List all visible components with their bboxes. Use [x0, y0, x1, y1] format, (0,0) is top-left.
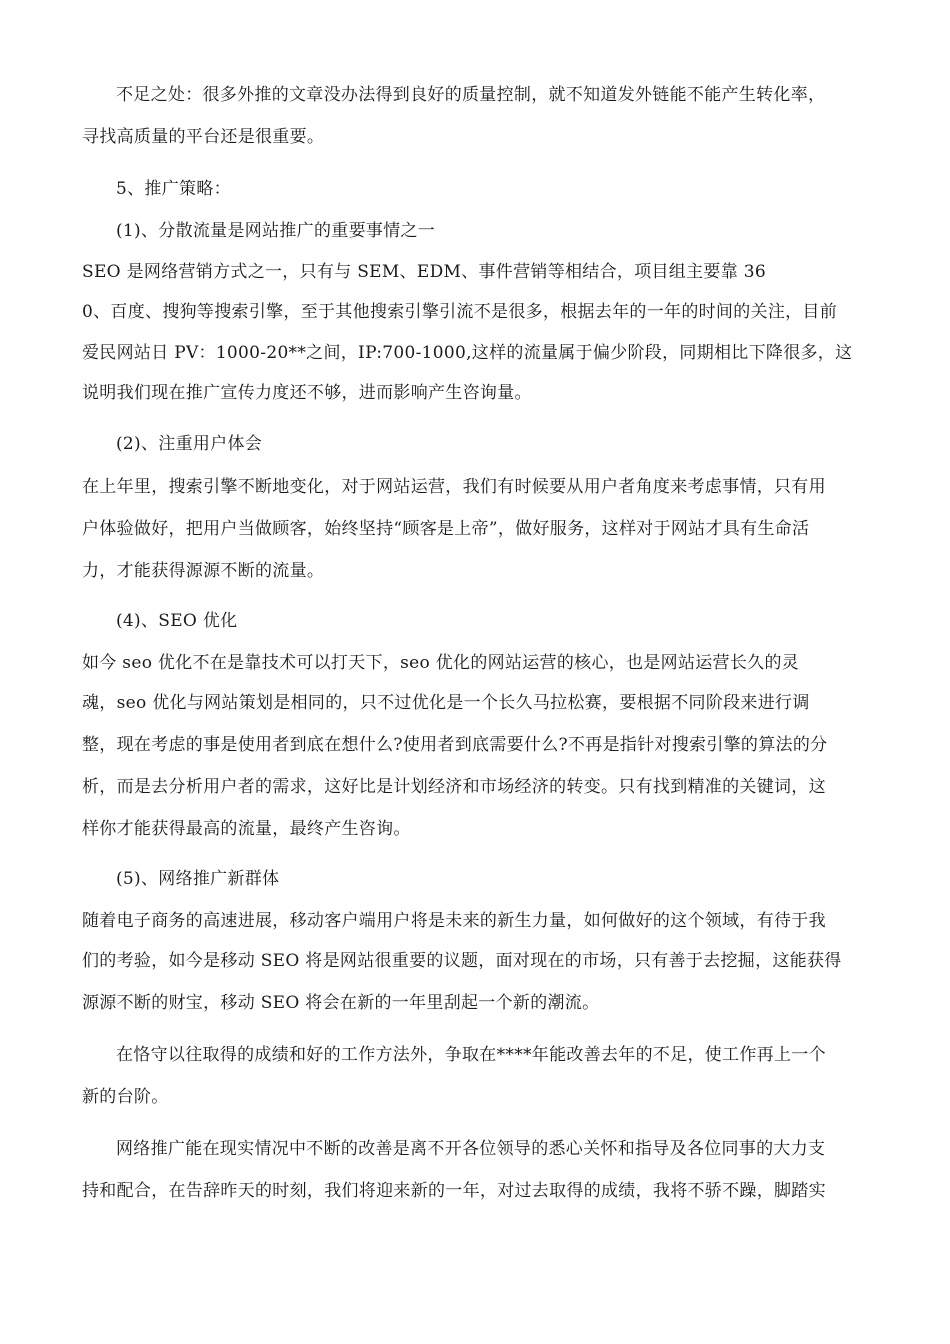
paragraph-line: 样你才能获得最高的流量，最终产生咨询。: [82, 819, 411, 839]
paragraph-line: 不足之处：很多外推的文章没办法得到良好的质量控制，就不知道发外链能不能产生转化率，: [116, 85, 826, 105]
paragraph-line: 新的台阶。: [82, 1087, 169, 1107]
paragraph-line: 整，现在考虑的事是使用者到底在想什么?使用者到底需要什么?不再是指针对搜索引擎的算法的分: [82, 735, 828, 755]
paragraph-line: 爱民网站日 PV：1000-20**之间，IP:700-1000,这样的流量属于偏少阶段，同期相比下降很多，这: [82, 343, 853, 363]
subsection-heading: (5)、网络推广新群体: [116, 869, 280, 889]
paragraph-line: 力，才能获得源源不断的流量。: [82, 561, 325, 581]
paragraph-line: 寻找高质量的平台还是很重要。: [82, 127, 325, 147]
paragraph-line: 如今 seo 优化不在是靠技术可以打天下，seo 优化的网站运营的核心，也是网站运营长久的灵: [82, 653, 800, 673]
paragraph-line: 0、百度、搜狗等搜索引擎，至于其他搜索引擎引流不是很多，根据去年的一年的时间的关注，目前: [82, 302, 838, 322]
paragraph-line: 源源不断的财宝，移动 SEO 将会在新的一年里刮起一个新的潮流。: [82, 993, 600, 1013]
paragraph-line: 们的考验，如今是移动 SEO 将是网站很重要的议题，面对现在的市场，只有善于去挖掘，这能获得: [82, 951, 842, 971]
section-heading: 5、推广策略：: [116, 179, 231, 199]
paragraph-line: 析，而是去分析用户者的需求，这好比是计划经济和市场经济的转变。只有找到精准的关键词，这: [82, 777, 826, 797]
paragraph-line: SEO 是网络营销方式之一，只有与 SEM、EDM、事件营销等相结合，项目组主要靠 36: [82, 262, 766, 282]
paragraph-line: 户体验做好，把用户当做顾客，始终坚持“顾客是上帝”，做好服务，这样对于网站才具有生命活: [82, 519, 810, 539]
paragraph-line: 网络推广能在现实情况中不断的改善是离不开各位领导的悉心关怀和指导及各位同事的大力支: [116, 1139, 826, 1159]
subsection-heading: (2)、注重用户体会: [116, 434, 263, 454]
paragraph-line: 随着电子商务的高速进展，移动客户端用户将是未来的新生力量，如何做好的这个领域，有待于我: [82, 911, 826, 931]
paragraph-line: 在上年里，搜索引擎不断地变化，对于网站运营，我们有时候要从用户者角度来考虑事情，只有用: [82, 477, 826, 497]
subsection-heading: (1)、分散流量是网站推广的重要事情之一: [116, 221, 436, 241]
paragraph-line: 说明我们现在推广宣传力度还不够，进而影响产生咨询量。: [82, 383, 532, 403]
subsection-heading: (4)、SEO 优化: [116, 611, 238, 631]
paragraph-line: 魂，seo 优化与网站策划是相同的，只不过优化是一个长久马拉松赛，要根据不同阶段来进行调: [82, 693, 810, 713]
paragraph-line: 持和配合，在告辞昨天的时刻，我们将迎来新的一年，对过去取得的成绩，我将不骄不躁，脚踏实: [82, 1181, 826, 1201]
paragraph-line: 在恪守以往取得的成绩和好的工作方法外，争取在****年能改善去年的不足，使工作再上一个: [116, 1045, 826, 1065]
